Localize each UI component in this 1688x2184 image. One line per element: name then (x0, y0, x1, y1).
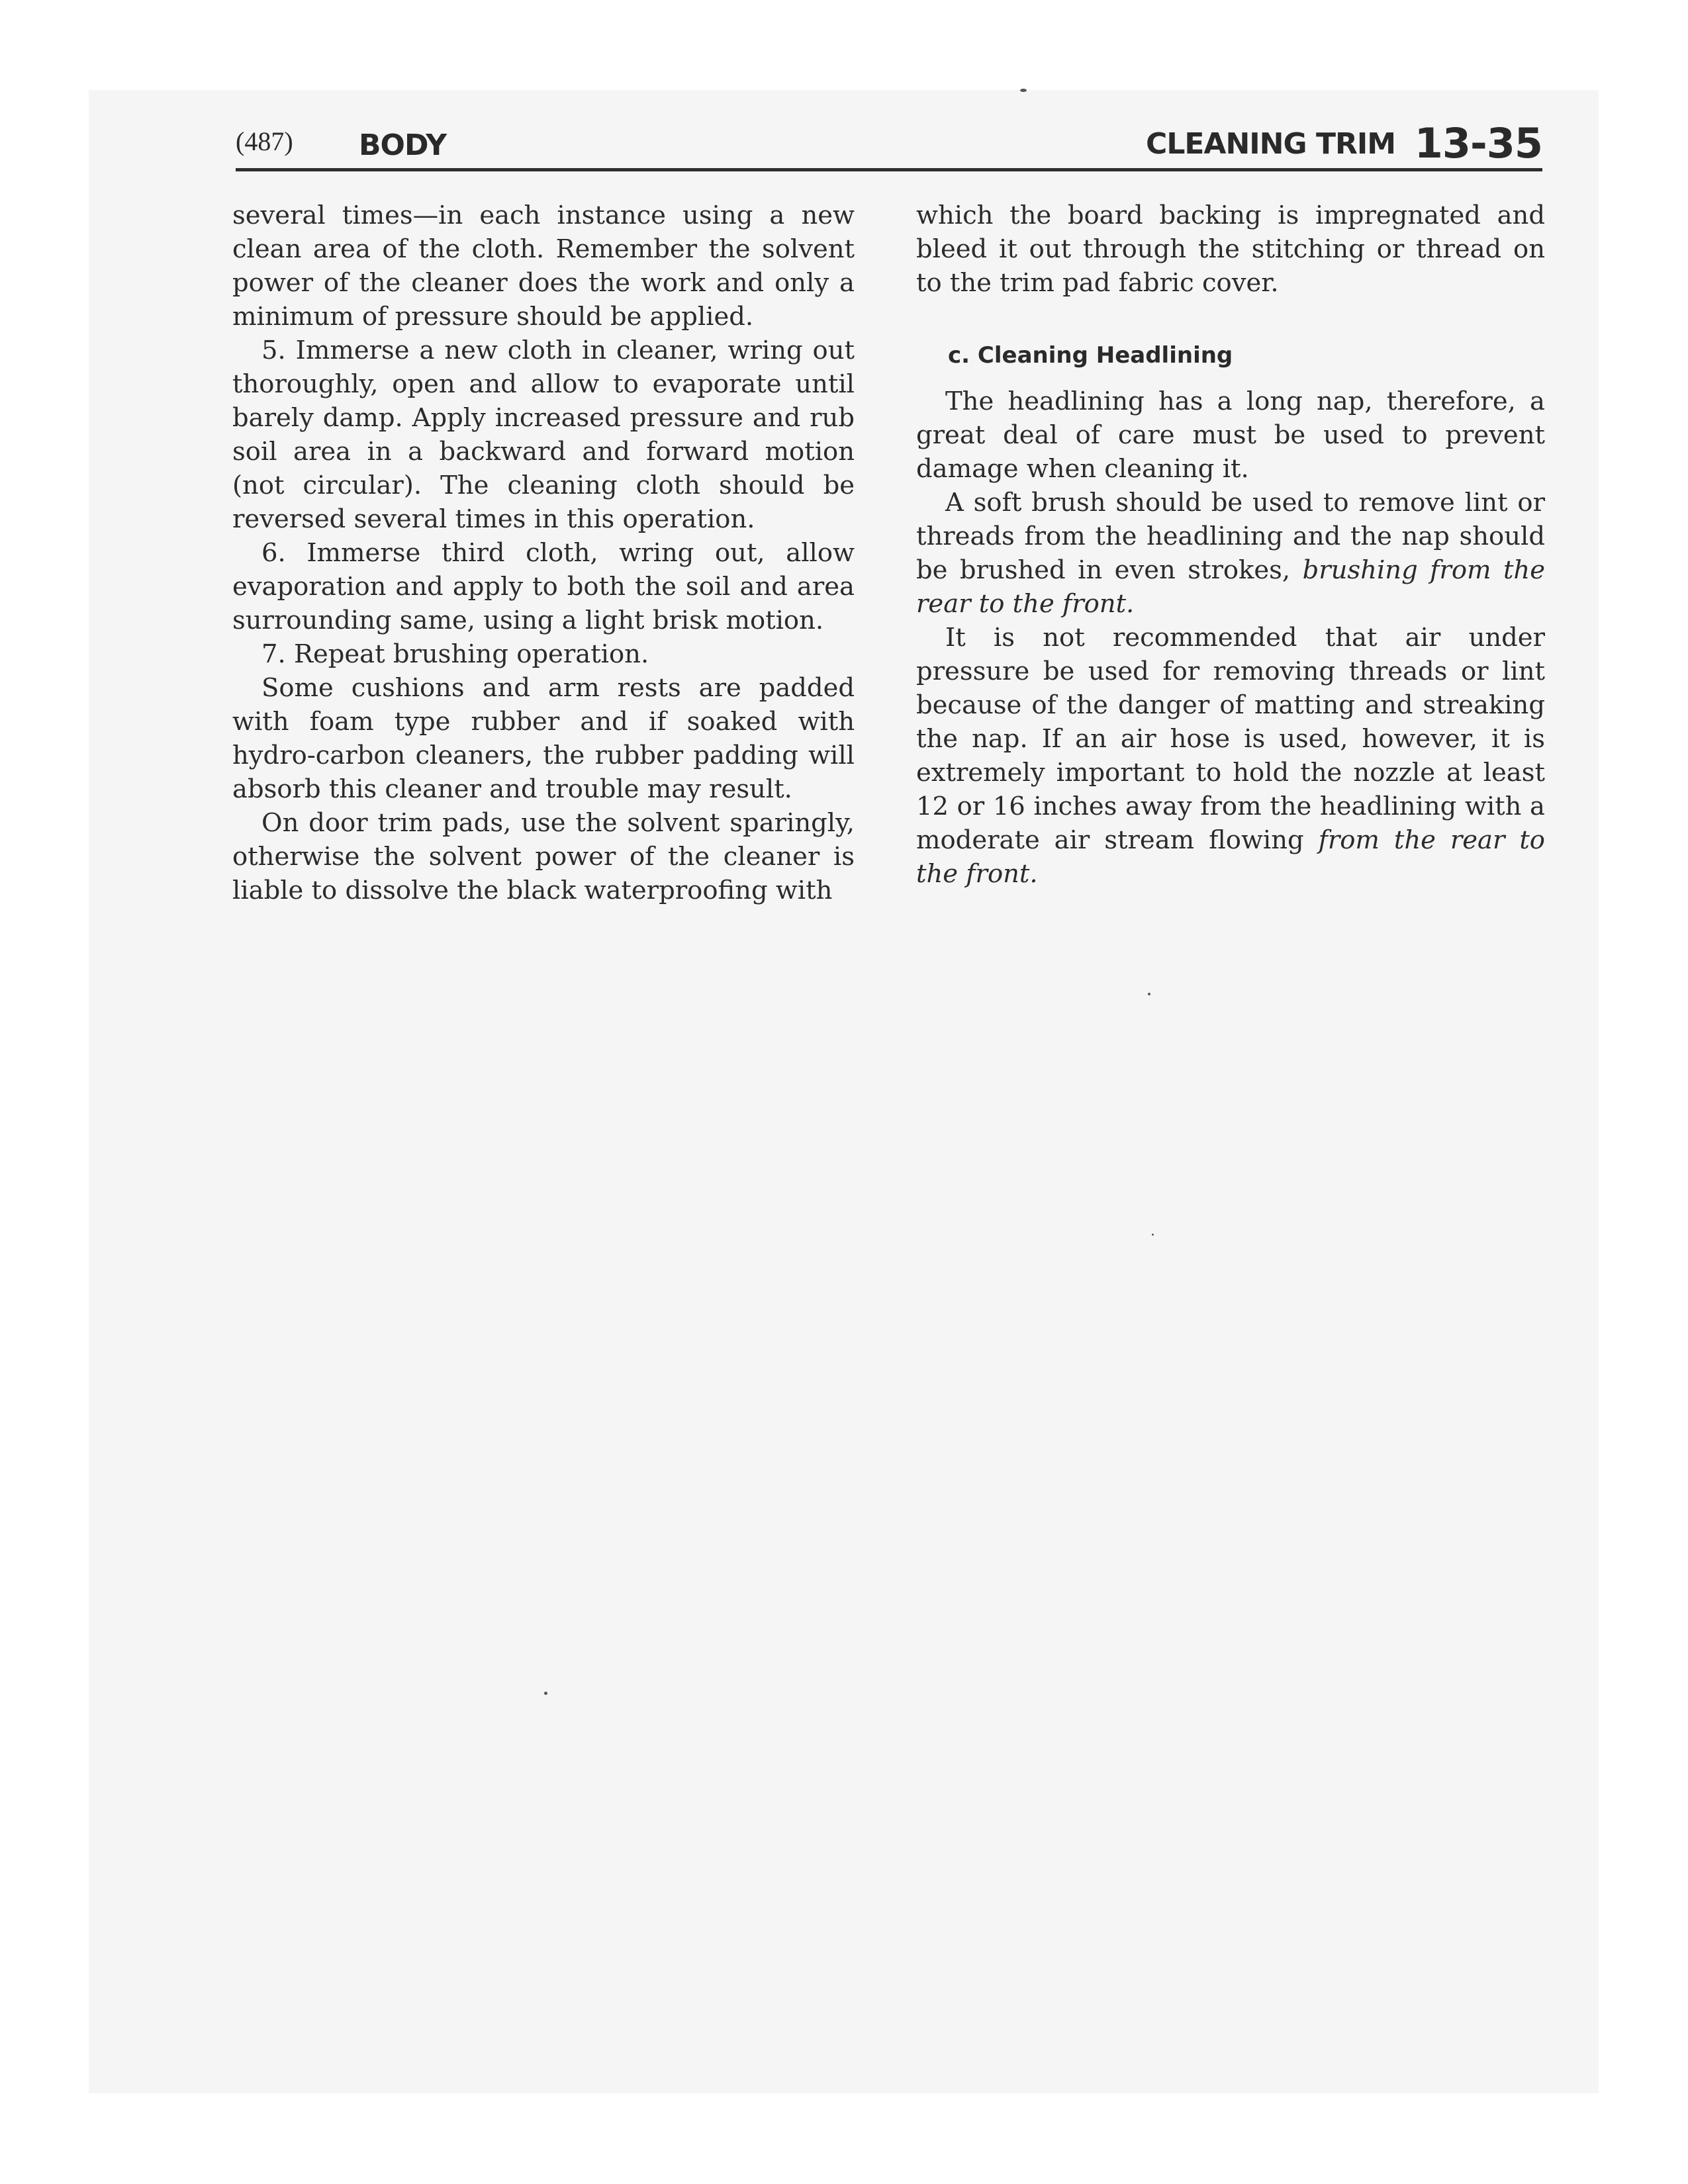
paragraph: several times—in each instance using a new clean area of the cloth. Remember the solvent power of the cleaner does the work and only a minimum of pressure should be applied. (232, 201, 855, 332)
italic-emphasis: from the rear to the front. (916, 825, 1545, 889)
subheading: c. Cleaning Headlining (948, 342, 1233, 369)
scan-speck (1152, 1234, 1154, 1236)
step-7: 7. Repeat brushing operation. (261, 639, 649, 669)
paragraph: On door trim pads, use the solvent sparingly, otherwise the solvent power of the cleaner is liable to dissolve the black waterproofing with (232, 808, 855, 905)
paragraph (916, 621, 1545, 891)
section-title: BODY (359, 128, 447, 162)
left-column (232, 199, 855, 907)
step-6: 6. Immerse third cloth, wring out, allow evaporation and apply to both the soil and area surrounding same, using a light brisk motion. (232, 538, 855, 635)
step-5: 5. Immerse a new cloth in cleaner, wring out thoroughly, open and allow to evaporate until barely damp. Apply increased pressure and rub soil area in a backward and forward motion (not circular). The cleaning cloth should be reversed several times in this operation. (232, 336, 855, 534)
paragraph: Some cushions and arm rests are padded with foam type rubber and if soaked with hydro-carbon cleaners, the rubber padding will absorb this cleaner and trouble may result. (232, 673, 855, 804)
page-number: (487) (236, 126, 293, 156)
chapter-title: CLEANING TRIM (1146, 127, 1395, 161)
paragraph (916, 486, 1545, 621)
scan-speck (544, 1692, 547, 1695)
paragraph-text: A soft brush should be used to remove lint or threads from the headlining and the nap should be brushed in even strokes, (916, 488, 1545, 585)
scan-speck (1148, 993, 1150, 995)
italic-emphasis: brushing from the rear to the front. (916, 555, 1545, 619)
right-column (916, 199, 1545, 891)
paragraph: The headlining has a long nap, therefore, a great deal of care must be used to prevent damage when cleaning it. (916, 387, 1545, 484)
page-header (236, 119, 1542, 171)
scan-speck (1020, 89, 1027, 92)
page-reference: 13-35 (1414, 119, 1542, 167)
paragraph-text: It is not recommended that air under pressure be used for removing threads or lint because of the danger of matting and streaking the nap. If an air hose is used, however, it is extremely important to hold the nozzle at least 12 or 16 inches away from the headlining with a moderate air stream flowing (916, 623, 1545, 855)
paragraph: which the board backing is impregnated and bleed it out through the stitching or thread on to the trim pad fabric cover. (916, 201, 1545, 298)
